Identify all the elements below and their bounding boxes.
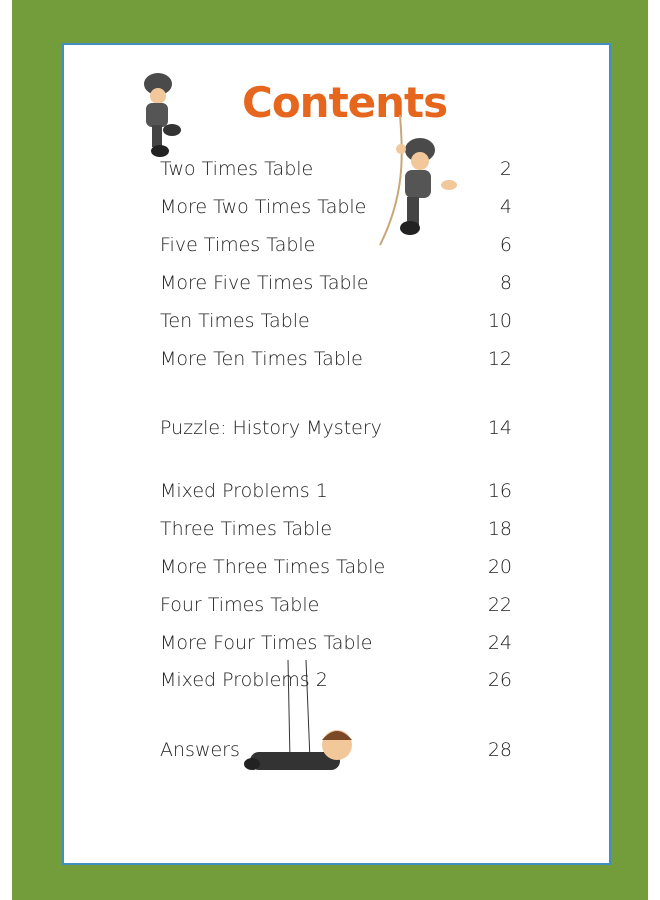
- entry-page-number: 20: [487, 556, 512, 578]
- entry-title: Mixed Problems 2: [160, 669, 328, 691]
- contents-entry: [160, 480, 512, 510]
- contents-entry: [160, 310, 512, 340]
- entry-title: Answers: [160, 739, 240, 761]
- contents-entry: [160, 272, 512, 302]
- entry-title: More Three Times Table: [160, 556, 386, 578]
- entry-page-number: 28: [487, 739, 512, 761]
- entry-title: Puzzle: History Mystery: [160, 417, 382, 439]
- contents-entry: [160, 196, 512, 226]
- contents-entry: [160, 739, 512, 769]
- entry-page-number: 10: [487, 310, 512, 332]
- entry-title: Three Times Table: [160, 518, 333, 540]
- contents-entry: [160, 594, 512, 624]
- entry-title: More Two Times Table: [160, 196, 367, 218]
- entry-title: Mixed Problems 1: [160, 480, 328, 502]
- contents-entry: [160, 158, 512, 188]
- contents-entry: [160, 234, 512, 264]
- entry-page-number: 24: [487, 632, 512, 654]
- entry-page-number: 16: [487, 480, 512, 502]
- entry-title: Five Times Table: [160, 234, 316, 256]
- contents-entry: [160, 556, 512, 586]
- entry-page-number: 6: [499, 234, 512, 256]
- contents-entry: [160, 632, 512, 662]
- entry-title: More Five Times Table: [160, 272, 369, 294]
- contents-entry: [160, 417, 512, 447]
- page-title: Contents: [242, 78, 448, 127]
- entry-page-number: 22: [487, 594, 512, 616]
- contents-entry: [160, 348, 512, 378]
- entry-page-number: 26: [487, 669, 512, 691]
- entry-page-number: 18: [487, 518, 512, 540]
- contents-entry: [160, 518, 512, 548]
- entry-page-number: 4: [499, 196, 512, 218]
- entry-title: More Ten Times Table: [160, 348, 363, 370]
- entry-title: Ten Times Table: [160, 310, 310, 332]
- entry-page-number: 14: [487, 417, 512, 439]
- entry-page-number: 2: [499, 158, 512, 180]
- entry-title: Four Times Table: [160, 594, 320, 616]
- entry-page-number: 12: [487, 348, 512, 370]
- entry-page-number: 8: [499, 272, 512, 294]
- soldier-girl-illustration: [130, 70, 185, 160]
- contents-entry: [160, 669, 512, 699]
- entry-title: More Four Times Table: [160, 632, 373, 654]
- entry-title: Two Times Table: [160, 158, 314, 180]
